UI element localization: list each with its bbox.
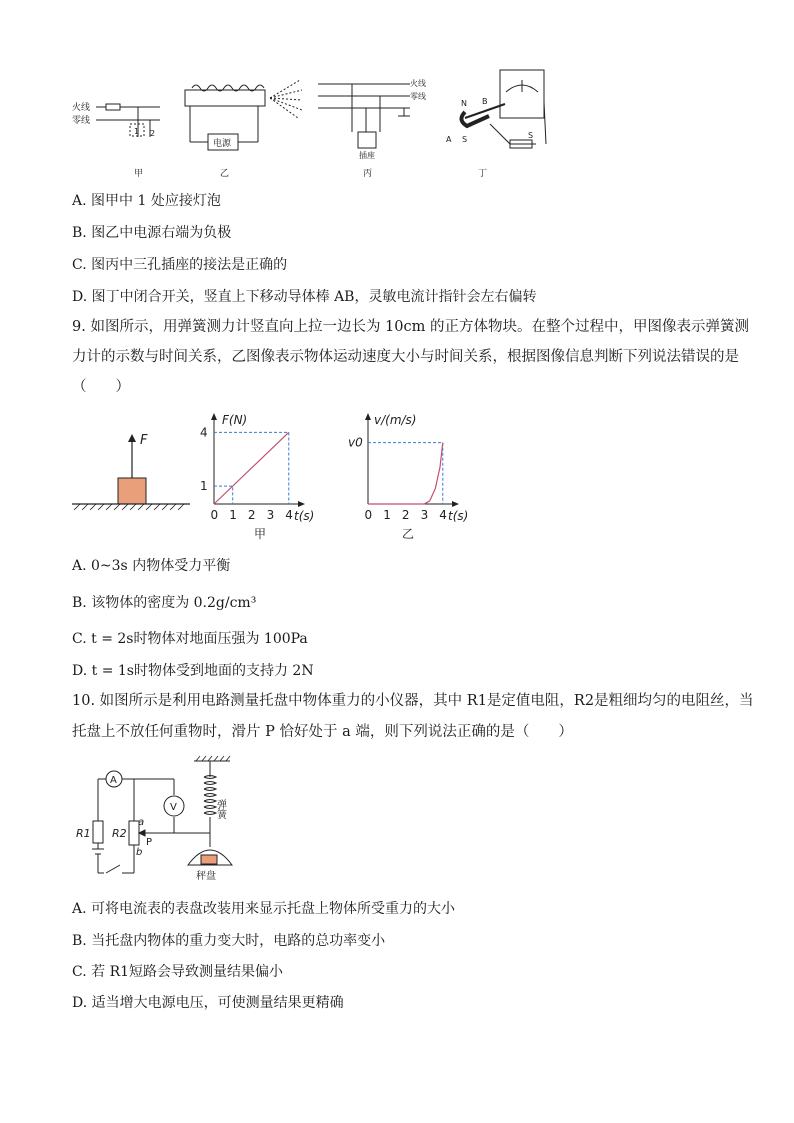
chart-jia-svg <box>196 410 326 546</box>
chart0-ytick-1: 4 <box>200 425 208 440</box>
bing-caption: 丙 <box>363 169 373 179</box>
q8-figures-svg <box>70 62 630 187</box>
yi-caption: 乙 <box>220 169 230 179</box>
chart-jia <box>196 410 326 546</box>
q10-option-c: C. 若 R1短路会导致测量结果偏小 <box>72 964 284 980</box>
chart0-xtick-1: 1 <box>229 508 237 522</box>
pan-weight <box>201 855 217 864</box>
q8-option-b: B. 图乙中电源右端为负极 <box>72 225 232 241</box>
ammeter-label: A <box>110 775 117 786</box>
r1-resistor <box>93 821 103 843</box>
pan-label: 秤盘 <box>196 871 216 882</box>
slider-arrow <box>139 830 145 836</box>
q9-option-a: A. 0~3s 内物体受力平衡 <box>72 558 231 574</box>
q8-figures <box>70 62 630 187</box>
cube-block <box>118 478 146 504</box>
q10-option-b: B. 当托盘内物体的重力变大时，电路的总功率变小 <box>72 933 386 949</box>
chart1-ytick-0: v0 <box>348 435 363 450</box>
chart1-guide-0 <box>368 443 443 504</box>
jia-y-label: F(N) <box>222 413 248 427</box>
bing-neutral-label: 零线 <box>410 92 426 101</box>
q10-circuit-figure <box>70 755 250 885</box>
ding-b-label: B <box>482 97 488 106</box>
r2-label: R2 <box>112 827 127 840</box>
fig-bing <box>318 78 426 179</box>
q9-option-b: B. 该物体的密度为 0.2g/cm³ <box>72 595 257 611</box>
fig-ding <box>446 70 546 179</box>
jia-y-arrow <box>211 413 217 420</box>
force-label: F <box>140 433 148 448</box>
chart0-xtick-3: 3 <box>266 508 275 522</box>
jia-x-arrow <box>298 501 305 507</box>
bing-socket-label: 插座 <box>359 151 375 160</box>
spring-label: 弹簧 <box>214 799 226 819</box>
chart1-xtick-4: 4 <box>439 508 447 522</box>
chart-yi-svg <box>350 410 480 546</box>
chart-yi <box>350 410 480 546</box>
q10-option-a: A. 可将电流表的表盘改装用来显示托盘上物体所受重力的大小 <box>72 901 456 917</box>
ding-n-label: N <box>461 99 467 108</box>
yi-y-arrow <box>365 413 371 420</box>
q8-option-d: D. 图丁中闭合开关，竖直上下移动导体棒 AB，灵敏电流计指针会左右偏转 <box>72 289 537 305</box>
q9-option-d: D. t = 1s时物体受到地面的支持力 2N <box>72 663 314 679</box>
jia-mark-2: 2 <box>150 129 156 138</box>
q10-stem-line2: 托盘上不放任何重物时，滑片 P 恰好处于 a 端，则下列说法正确的是（ ） <box>72 724 573 740</box>
q9-stem-line1: 9. 如图所示，用弹簧测力计竖直向上拉一边长为 10cm 的正方体物块。在整个过程中，甲图像表示弹簧测 <box>72 319 749 335</box>
q9-stem-line3: （ ） <box>72 379 130 395</box>
jia-live-label: 火线 <box>72 103 91 113</box>
ding-a-label: A <box>446 135 452 144</box>
ding-s-label: S <box>462 135 468 144</box>
q10-option-d: D. 适当增大电源电压，可使测量结果更精确 <box>72 995 344 1011</box>
q8-option-a: A. 图甲中 1 处应接灯泡 <box>72 193 221 209</box>
chart1-xtick-3: 3 <box>420 508 429 522</box>
ding-caption: 丁 <box>478 169 488 179</box>
slider-p-label: P <box>146 837 153 848</box>
chart0-xtick-0: 0 <box>210 508 219 522</box>
switch-blade <box>106 865 120 873</box>
jia-x-label: t(s) <box>294 509 315 523</box>
chart1-xtick-0: 0 <box>364 508 373 522</box>
q9-block-figure <box>70 428 194 514</box>
force-arrowhead <box>128 434 136 442</box>
bing-live-label: 火线 <box>410 79 426 88</box>
ceiling-hatching <box>196 756 230 761</box>
chart0-xtick-2: 2 <box>247 508 256 522</box>
yi-power-label: 电源 <box>213 139 232 149</box>
jia-series-line <box>214 432 289 504</box>
chart1-xtick-2: 2 <box>401 508 410 522</box>
chart0-xtick-4: 4 <box>285 508 293 522</box>
q10-stem-line1: 10. 如图所示是利用电路测量托盘中物体重力的小仪器，其中 R1是定值电阻，R2是粗细均匀的电阻丝，当 <box>72 693 754 709</box>
r1-label: R1 <box>76 827 91 840</box>
q8-option-c: C. 图丙中三孔插座的接法是正确的 <box>72 257 288 273</box>
q9-option-c: C. t = 2s时物体对地面压强为 100Pa <box>72 631 308 647</box>
yi-x-label: t(s) <box>448 509 469 523</box>
ground-hatching <box>74 504 184 510</box>
yi-title: 乙 <box>402 527 415 541</box>
jia-neutral-label: 零线 <box>72 116 91 126</box>
q10-circuit-svg <box>70 755 250 885</box>
jia-mark-1: 1 <box>134 127 140 136</box>
fig-jia <box>72 101 160 179</box>
q9-block-svg <box>70 428 194 514</box>
yi-x-arrow <box>452 501 459 507</box>
r2-end-b: b <box>136 847 143 858</box>
jia-caption: 甲 <box>134 169 144 179</box>
chart0-ytick-0: 1 <box>200 479 208 494</box>
yi-series-line <box>368 443 443 504</box>
voltmeter-label: V <box>170 802 177 813</box>
yi-y-label: v/(m/s) <box>374 413 417 427</box>
q9-stem-line2: 力计的示数与时间关系，乙图像表示物体运动速度大小与时间关系，根据图像信息判断下列说法错误的是 <box>72 349 739 365</box>
r2-end-a: a <box>138 817 145 828</box>
jia-title: 甲 <box>254 527 267 541</box>
ding-switch-label: S <box>528 131 534 140</box>
chart1-xtick-1: 1 <box>383 508 391 522</box>
fig-yi <box>185 80 302 179</box>
